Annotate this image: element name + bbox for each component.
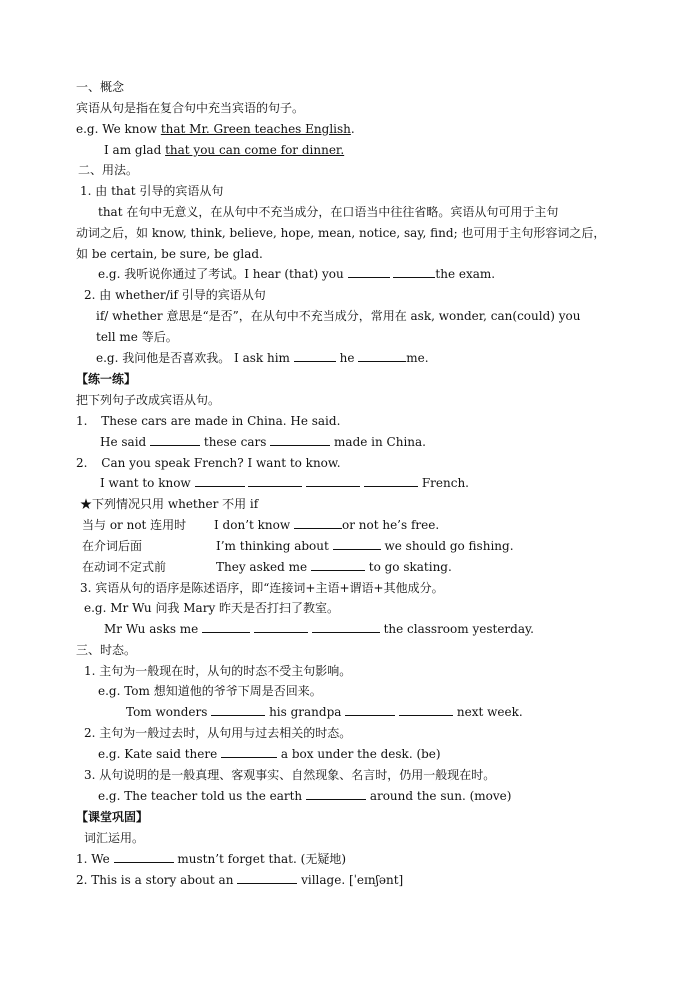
question-text: 1. We bbox=[76, 852, 110, 866]
tense-example-2 bbox=[98, 746, 441, 762]
example-underlined: that Mr. Green teaches English bbox=[160, 122, 351, 136]
example-text: e.g. 我问他是否喜欢我。 I ask him bbox=[96, 351, 290, 365]
word-order-answer bbox=[104, 621, 534, 637]
question-number: 2. bbox=[76, 456, 88, 470]
practice-question-2 bbox=[76, 455, 341, 471]
practice-heading: 【练一练】 bbox=[76, 372, 137, 386]
usage-paragraph-line: 动词之后，如 know, think, believe, hope, mean, notice, say, find; 也可用于主句形容词之后， bbox=[76, 226, 606, 240]
example-text: we should go fishing. bbox=[384, 539, 514, 553]
example-text: to go skating. bbox=[368, 560, 452, 574]
question-text: mustn’t forget that. (无疑地) bbox=[177, 852, 347, 866]
answer-blank[interactable] bbox=[150, 434, 200, 446]
example-underlined: that you can come for dinner. bbox=[165, 143, 345, 157]
answer-blank[interactable] bbox=[114, 851, 174, 863]
answer-text: next week. bbox=[456, 705, 523, 719]
usage-paragraph-line: tell me 等后。 bbox=[96, 330, 178, 344]
section-heading-concept: 一、概念 bbox=[76, 80, 125, 94]
answer-blank[interactable] bbox=[294, 517, 342, 529]
tense-answer-1 bbox=[126, 704, 523, 720]
answer-text: Tom wonders bbox=[126, 705, 208, 719]
example-text: e.g. The teacher told us the earth bbox=[98, 789, 303, 803]
answer-blank[interactable] bbox=[399, 704, 453, 716]
example-text: I don’t know bbox=[214, 518, 291, 532]
answer-blank[interactable] bbox=[202, 621, 250, 633]
practice-answer-1 bbox=[100, 434, 426, 450]
tense-example-3 bbox=[98, 788, 511, 804]
answer-blank[interactable] bbox=[345, 704, 395, 716]
vocab-question-2 bbox=[76, 872, 403, 888]
example-prefix: I am glad bbox=[104, 143, 166, 157]
case-example bbox=[214, 517, 439, 533]
tense-rule-2: 2. 主句为一般过去时，从句用与过去相关的时态。 bbox=[84, 726, 352, 740]
answer-blank[interactable] bbox=[211, 704, 265, 716]
answer-blank[interactable] bbox=[312, 621, 380, 633]
answer-blank[interactable] bbox=[306, 788, 366, 800]
tense-rule-1: 1. 主句为一般现在时，从句的时态不受主句影响。 bbox=[84, 664, 352, 678]
word-order-example: e.g. Mr Wu 问我 Mary 昨天是否打扫了教室。 bbox=[84, 601, 340, 615]
example-line-1 bbox=[76, 121, 355, 137]
example-text: a box under the desk. (be) bbox=[280, 747, 441, 761]
practice-instruction: 把下列句子改成宾语从句。 bbox=[76, 393, 221, 407]
answer-blank[interactable] bbox=[294, 350, 336, 362]
usage-paragraph-line: if/ whether 意思是“是否”，在从句中不充当成分，常用在 ask, wonder, can(could) you bbox=[96, 309, 581, 323]
vocab-question-1 bbox=[76, 851, 346, 867]
section-heading-usage: 二、用法。 bbox=[78, 163, 139, 177]
answer-text: these cars bbox=[203, 435, 267, 449]
star-note: ★下列情况只用 whether 不用 if bbox=[80, 497, 259, 511]
answer-blank[interactable] bbox=[221, 746, 277, 758]
question-number: 1. bbox=[76, 414, 88, 428]
question-text: village. [ˈeɪnʃənt] bbox=[301, 873, 404, 887]
usage-title-whether: 2. 由 whether/if 引导的宾语从句 bbox=[84, 288, 266, 302]
example-prefix: e.g. We know bbox=[76, 122, 161, 136]
answer-blank[interactable] bbox=[311, 559, 365, 571]
case-label: 在动词不定式前 bbox=[82, 560, 167, 574]
case-example bbox=[216, 538, 514, 554]
answer-text: Mr Wu asks me bbox=[104, 622, 199, 636]
practice-answer-2 bbox=[100, 475, 469, 491]
answer-text: made in China. bbox=[334, 435, 426, 449]
example-text: I’m thinking about bbox=[216, 539, 329, 553]
example-suffix: . bbox=[350, 122, 355, 136]
usage-example-whether bbox=[96, 350, 429, 366]
answer-text: He said bbox=[100, 435, 147, 449]
consolidation-subtitle: 词汇运用。 bbox=[84, 831, 145, 845]
question-text: 2. This is a story about an bbox=[76, 873, 234, 887]
answer-blank[interactable] bbox=[333, 538, 381, 550]
consolidation-heading: 【课堂巩固】 bbox=[76, 810, 149, 824]
question-text: Can you speak French? I want to know. bbox=[101, 456, 341, 470]
tense-example-1: e.g. Tom 想知道他的爷爷下周是否回来。 bbox=[98, 684, 322, 698]
case-label: 当与 or not 连用时 bbox=[82, 518, 187, 532]
answer-blank[interactable] bbox=[393, 266, 435, 278]
section-heading-tense: 三、时态。 bbox=[76, 643, 137, 657]
answer-text: French. bbox=[421, 476, 469, 490]
answer-blank[interactable] bbox=[254, 621, 308, 633]
case-example bbox=[216, 559, 452, 575]
usage-paragraph-line: 如 be certain, be sure, be glad. bbox=[76, 247, 263, 261]
tense-rule-3: 3. 从句说明的是一般真理、客观事实、自然现象、名言时，仍用一般现在时。 bbox=[84, 768, 496, 782]
example-text: the exam. bbox=[435, 267, 496, 281]
question-text: These cars are made in China. He said. bbox=[101, 414, 341, 428]
example-text: or not he’s free. bbox=[341, 518, 440, 532]
answer-text: his grandpa bbox=[269, 705, 342, 719]
answer-blank[interactable] bbox=[306, 475, 360, 487]
usage-title-that: 1. 由 that 引导的宾语从句 bbox=[80, 184, 224, 198]
answer-blank[interactable] bbox=[195, 475, 245, 487]
answer-blank[interactable] bbox=[237, 872, 297, 884]
example-text: e.g. Kate said there bbox=[98, 747, 218, 761]
example-text: e.g. 我听说你通过了考试。I hear (that) you bbox=[98, 267, 344, 281]
example-text: They asked me bbox=[216, 560, 308, 574]
answer-blank[interactable] bbox=[270, 434, 330, 446]
definition-text: 宾语从句是指在复合句中充当宾语的句子。 bbox=[76, 101, 305, 115]
answer-blank[interactable] bbox=[248, 475, 302, 487]
example-text: me. bbox=[406, 351, 429, 365]
usage-example-that bbox=[98, 266, 495, 282]
example-line-2 bbox=[104, 142, 344, 158]
answer-blank[interactable] bbox=[348, 266, 390, 278]
answer-text: I want to know bbox=[100, 476, 191, 490]
answer-blank[interactable] bbox=[364, 475, 418, 487]
answer-text: the classroom yesterday. bbox=[383, 622, 534, 636]
answer-blank[interactable] bbox=[358, 350, 406, 362]
case-label: 在介词后面 bbox=[82, 539, 143, 553]
example-text: around the sun. (move) bbox=[369, 789, 512, 803]
usage-paragraph-line: that 在句中无意义，在从句中不充当成分，在口语当中往往省略。宾语从句可用于主句 bbox=[98, 205, 559, 219]
example-text: he bbox=[339, 351, 355, 365]
word-order-title: 3. 宾语从句的语序是陈述语序，即“连接词+主语+谓语+其他成分。 bbox=[80, 581, 444, 595]
practice-question-1 bbox=[76, 413, 340, 429]
